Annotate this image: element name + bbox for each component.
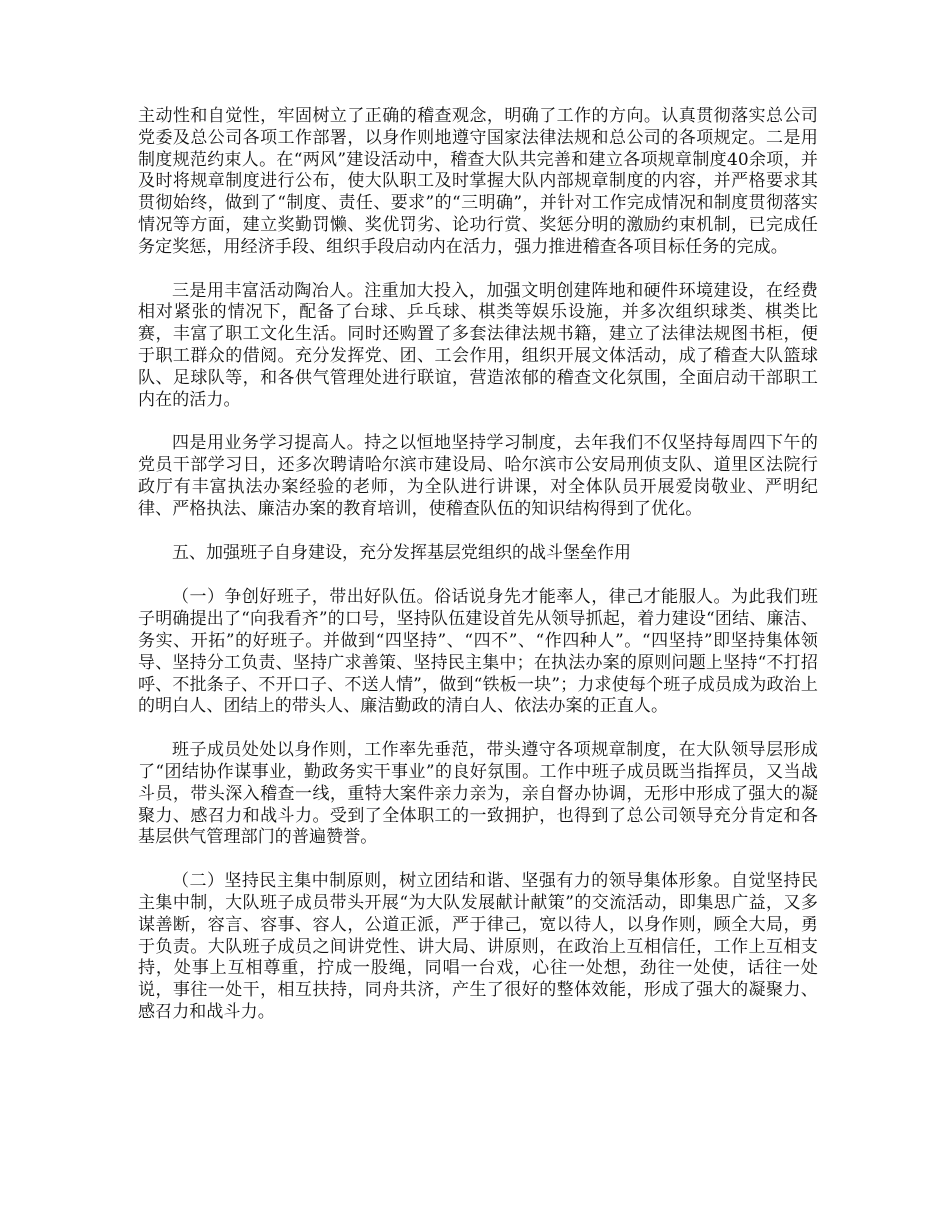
paragraph-4: （一）争创好班子，带出好队伍。俗话说身先才能率人，律己才能服人。为此我们班子明确提出了“向我看齐”的口号，坚持队伍建设首先从领导抓起，着力建设“团结、廉洁、务实、开拓”的好班子。并做到“四坚持”、“四不”、“作四种人”。“四坚持”即坚持集体领导、坚持分工负责、坚持广求善策、坚持民主集中；在执法办案的原则问题上坚持“不打招呼、不批条子、不开口子、不送人情”，做到“铁板一块”；力求使每个班子成员成为政治上的明白人、团结上的带头人、廉洁勤政的清白人、依法办案的正直人。	[138, 587, 818, 717]
paragraph-3: 四是用业务学习提高人。持之以恒地坚持学习制度，去年我们不仅坚持每周四下午的党员干部学习日，还多次聘请哈尔滨市建设局、哈尔滨市公安局刑侦支队、道里区法院行政厅有丰富执法办案经验的老师，为全队进行讲课，对全体队员开展爱岗敬业、严明纪律、严格执法、廉洁办案的教育培训，使稽查队伍的知识结构得到了优化。	[138, 433, 818, 519]
paragraph-5: 班子成员处处以身作则，工作率先垂范，带头遵守各项规章制度，在大队领导层形成了“团结协作谋事业，勤政务实干事业”的良好氛围。工作中班子成员既当指挥员，又当战斗员，带头深入稽查一线，重特大案件亲力亲为，亲自督办协调，无形中形成了强大的凝聚力、感召力和战斗力。受到了全体职工的一致拥护，也得到了总公司领导充分肯定和各基层供气管理部门的普遍赞誉。	[138, 740, 818, 848]
section-heading-5: 五、加强班子自身建设，充分发挥基层党组织的战斗堡垒作用	[172, 542, 631, 563]
paragraph-6: （二）坚持民主集中制原则，树立团结和谐、坚强有力的领导集体形象。自觉坚持民主集中制，大队班子成员带头开展“为大队发展献计献策”的交流活动，即集思广益，又多谋善断，容言、容事、容人，公道正派，严于律己，宽以待人，以身作则，顾全大局，勇于负责。大队班子成员之间讲党性、讲大局、讲原则，在政治上互相信任，工作上互相支持，处事上互相尊重，拧成一股绳，同唱一台戏，心往一处想，劲往一处使，话往一处说，事往一处干，相互扶持，同舟共济，产生了很好的整体效能，形成了强大的凝聚力、感召力和战斗力。	[138, 871, 818, 1022]
paragraph-1: 主动性和自觉性，牢固树立了正确的稽查观念，明确了工作的方向。认真贯彻落实总公司党委及总公司各项工作部署，以身作则地遵守国家法律法规和总公司的各项规定。二是用制度规范约束人。在“两风”建设活动中，稽查大队共完善和建立各项规章制度40余项，并及时将规章制度进行公布，使大队职工及时掌握大队内部规章制度的内容，并严格要求其贯彻始终，做到了“制度、责任、要求”的“三明确”，并针对工作完成情况和制度贯彻落实情况等方面，建立奖勤罚懒、奖优罚劣、论功行赏、奖惩分明的激励约束机制，已完成任务定奖惩，用经济手段、组织手段启动内在活力，强力推进稽查各项目标任务的完成。	[138, 106, 818, 257]
paragraph-2: 三是用丰富活动陶冶人。注重加大投入，加强文明创建阵地和硬件环境建设，在经费相对紧张的情况下，配备了台球、乒乓球、棋类等娱乐设施，并多次组织球类、棋类比赛，丰富了职工文化生活。同时还购置了多套法律法规书籍，建立了法律法规图书柜，便于职工群众的借阅。充分发挥党、团、工会作用，组织开展文体活动，成了稽查大队篮球队、足球队等，和各供气管理处进行联谊，营造浓郁的稽查文化氛围，全面启动干部职工内在的活力。	[138, 280, 818, 410]
document-page	[138, 106, 818, 1046]
